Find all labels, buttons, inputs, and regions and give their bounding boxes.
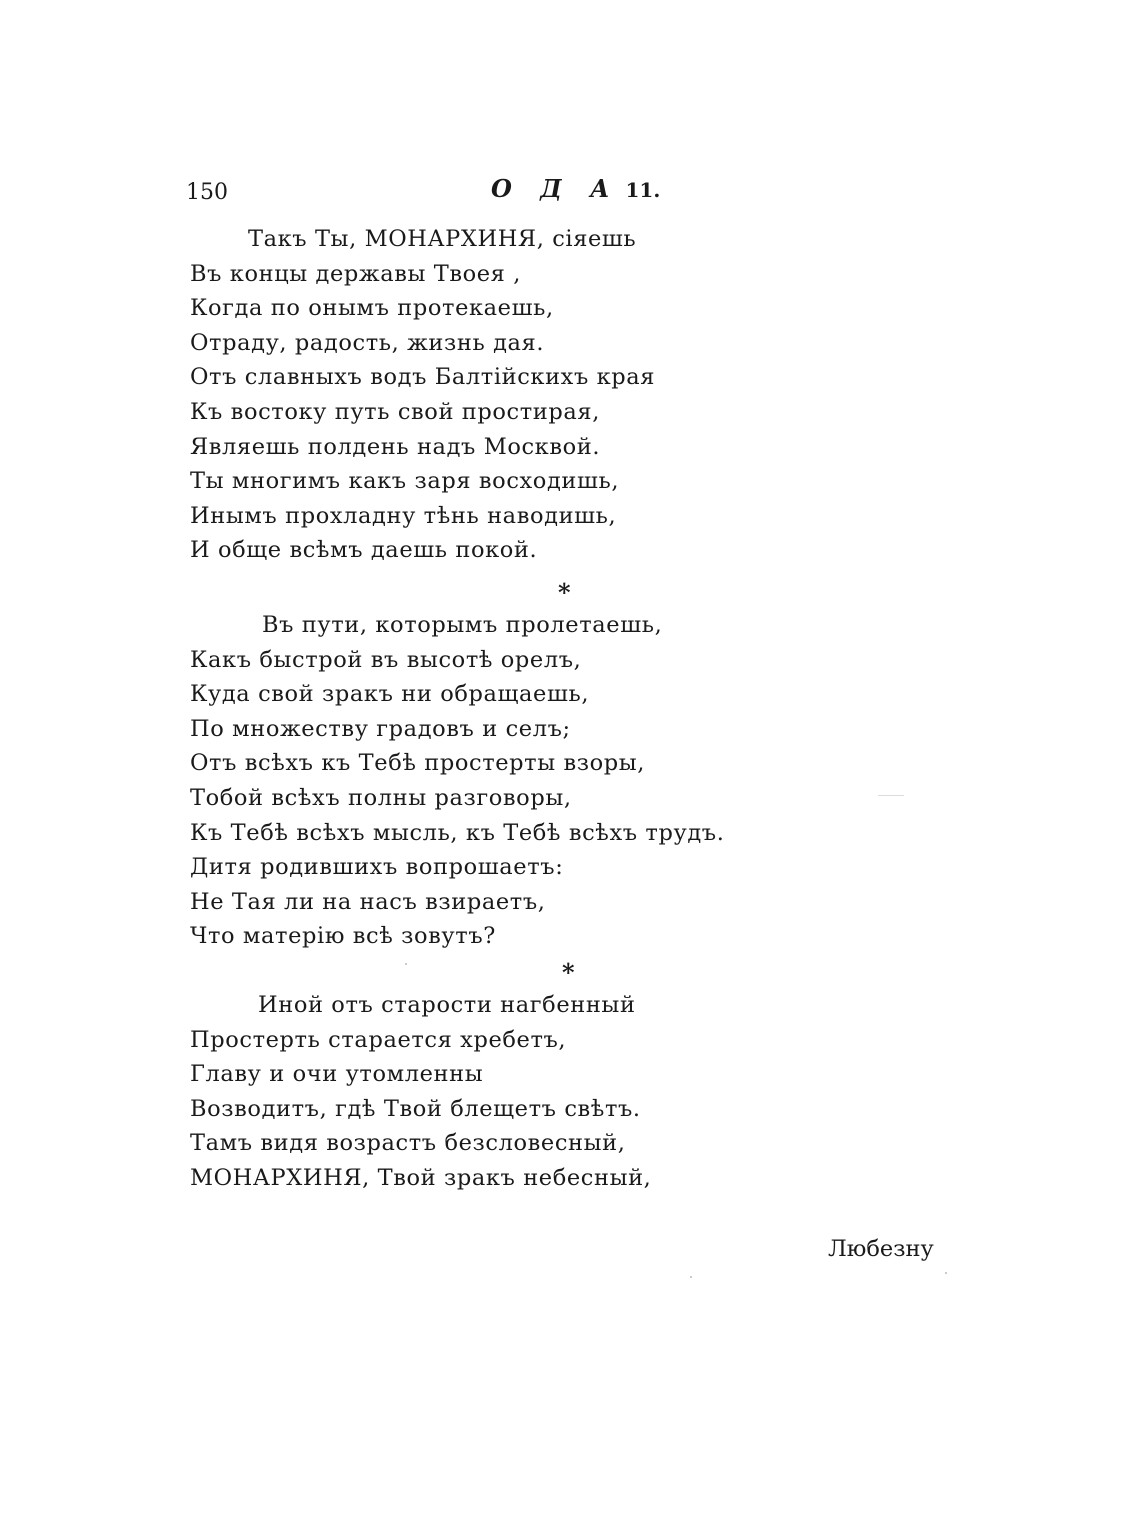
scan-speck [945, 1272, 947, 1274]
verse-line: Являешь полдень надъ Москвой. [190, 433, 601, 460]
verse-line: Какъ быстрой въ высотѣ орелъ, [190, 646, 582, 673]
verse-line: Въ концы державы Твоея , [190, 260, 521, 287]
verse-line: Въ пути, которымъ пролетаешь, [262, 612, 663, 638]
running-title-text: О Д А [491, 174, 620, 203]
verse-line: И обще всѣмъ даешь покой. [190, 537, 538, 564]
stanza-separator: * [558, 578, 571, 607]
scan-mark [878, 795, 904, 796]
verse-line: Иной отъ старости нагбенный [258, 992, 636, 1018]
stanza-separator: * [562, 958, 575, 987]
verse-line: Тамъ видя возрастъ безсловесный, [190, 1130, 626, 1157]
running-title [491, 174, 660, 203]
verse-line: Не Тая ли на насъ взираетъ, [190, 888, 546, 915]
stanza-2 [190, 608, 810, 954]
verse-line: Когда по онымъ протекаешь, [190, 295, 554, 322]
scan-speck [690, 1276, 692, 1278]
verse-line: Отраду, радость, жизнь дая. [190, 329, 545, 356]
verse-line: Такъ Ты, МОНАРХИНЯ, сіяешь [248, 226, 637, 252]
page-number: 150 [186, 180, 228, 205]
verse-line: Къ Тебѣ всѣхъ мысль, къ Тебѣ всѣхъ трудъ. [190, 819, 725, 846]
ode-number: 11. [625, 178, 661, 202]
verse-line: Отъ славныхъ водъ Балтійскихъ края [190, 364, 656, 391]
page-header [186, 174, 746, 214]
stanza-3 [190, 988, 810, 1196]
scan-speck [405, 963, 407, 965]
verse-line: Дитя родившихъ вопрошаетъ: [190, 854, 564, 881]
verse-line: Возводитъ, гдѣ Твой блещетъ свѣтъ. [190, 1095, 641, 1122]
verse-line: Къ востоку путь свой простирая, [190, 398, 600, 425]
verse-line: Инымъ прохладну тѣнь наводишь, [190, 502, 617, 529]
verse-line: По множеству градовъ и селъ; [190, 715, 571, 742]
verse-line: МОНАРХИНЯ, Твой зракъ небесный, [190, 1164, 652, 1191]
stanza-1 [190, 222, 810, 568]
verse-line: Что матерію всѣ зовутъ? [190, 923, 496, 950]
verse-line: Отъ всѣхъ къ Тебѣ простерты взоры, [190, 750, 646, 777]
verse-line: Куда свой зракъ ни обращаешь, [190, 681, 590, 708]
verse-line: Тобой всѣхъ полны разговоры, [190, 784, 572, 811]
catchword: Любезну [828, 1236, 934, 1262]
verse-line: Главу и очи утомленны [190, 1061, 484, 1088]
verse-line: Ты многимъ какъ заря восходишь, [190, 468, 620, 495]
verse-line: Простерть старается хребетъ, [190, 1026, 567, 1053]
